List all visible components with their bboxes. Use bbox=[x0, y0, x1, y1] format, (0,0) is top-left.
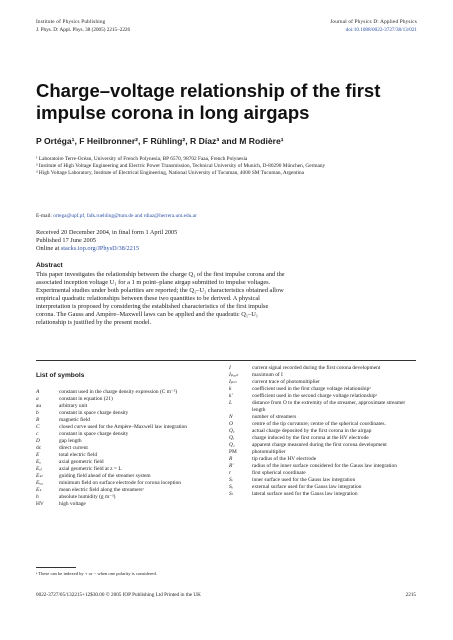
page-footer bbox=[36, 592, 416, 598]
symbol-row bbox=[229, 449, 419, 456]
symbol-term: A bbox=[36, 389, 40, 395]
symbol-term: D bbox=[36, 438, 40, 444]
symbol-term: E bbox=[36, 452, 40, 458]
symbol-definition: arbitrary unit bbox=[59, 403, 88, 409]
symbol-definition: tip radius of the HV electrode bbox=[252, 456, 317, 462]
symbol-definition: current signal recorded during the first corona development bbox=[252, 365, 381, 371]
symbol-term: R bbox=[229, 456, 233, 462]
symbol-definition: current trace of photomultiplier bbox=[252, 379, 320, 385]
symbol-term: b bbox=[36, 410, 39, 416]
symbol-row bbox=[36, 431, 216, 438]
symbol-row bbox=[229, 428, 419, 435]
symbol-row bbox=[36, 403, 216, 410]
symbol-definition: actual charge deposited by the first corona in the airgap bbox=[252, 428, 372, 434]
symbol-term: k′ bbox=[229, 393, 233, 399]
symbol-row bbox=[36, 396, 216, 403]
symbols-right-column bbox=[229, 365, 419, 498]
received-date: Received 20 December 2004, in final form 1 April 2005 bbox=[36, 229, 178, 236]
symbol-row bbox=[229, 400, 419, 414]
symbol-definition: axial geometric field bbox=[59, 459, 104, 465]
symbol-definition: coefficient used in the first charge voltage relationshipᵃ bbox=[252, 386, 371, 392]
symbol-definition: lateral surface used for the Gauss law integration bbox=[252, 491, 358, 497]
symbol-term: B bbox=[36, 417, 40, 423]
symbol-term: R′ bbox=[229, 463, 234, 469]
symbol-row bbox=[229, 386, 419, 393]
page-number: 2215 bbox=[405, 592, 416, 598]
symbol-definition: photomultiplier bbox=[252, 449, 286, 455]
symbol-definition: first spherical coordinate bbox=[252, 470, 306, 476]
symbol-definition: charge induced by the first corona at the HV electrode bbox=[252, 435, 369, 441]
symbol-term: Iₚₑₐₖ bbox=[229, 372, 239, 378]
symbol-definition: constant in equation (21) bbox=[59, 396, 113, 402]
symbol-term: Qₑ bbox=[229, 435, 235, 441]
symbol-term: N bbox=[229, 414, 233, 420]
paper-title: Charge–voltage relationship of the first impulse corona in long airgaps bbox=[36, 80, 381, 123]
symbol-row bbox=[36, 473, 216, 480]
affiliation-3: ³ High Voltage Laboratory, Institute of Electrical Engineering, National University of Tucuman, 4000 SM Tucuman, Argentina bbox=[36, 170, 304, 176]
symbol-row bbox=[36, 487, 216, 494]
symbol-definition: maximum of I bbox=[252, 372, 283, 378]
symbol-row bbox=[229, 393, 419, 400]
symbol-term: I bbox=[229, 365, 231, 371]
symbol-term: c bbox=[36, 431, 39, 437]
authors: P Ortéga¹, F Heilbronner², F Rühling², R Díaz³ and M Rodière¹ bbox=[36, 136, 284, 146]
section-divider bbox=[36, 360, 416, 361]
symbol-definition: direct current bbox=[59, 445, 88, 451]
symbol-term: Eₛₜ bbox=[36, 473, 43, 479]
symbol-term: dc bbox=[36, 445, 42, 451]
symbol-definition: apparent charge measured during the first corona development bbox=[252, 442, 387, 448]
symbols-left-column bbox=[36, 389, 216, 508]
symbols-heading: List of symbols bbox=[36, 372, 85, 379]
symbol-term: Sₑ bbox=[229, 484, 234, 490]
email-label: E-mail: bbox=[36, 213, 54, 219]
symbol-row bbox=[36, 466, 216, 473]
symbol-definition: distance from O to the extremity of the streamer, approximate streamer length bbox=[252, 400, 406, 413]
published-date: Published 17 June 2005 bbox=[36, 237, 96, 244]
dates bbox=[36, 229, 177, 253]
symbol-row bbox=[36, 494, 216, 501]
affiliations bbox=[36, 156, 336, 177]
symbol-term: L bbox=[229, 400, 232, 406]
symbol-row bbox=[229, 484, 419, 491]
symbol-row bbox=[229, 456, 419, 463]
symbol-row bbox=[229, 442, 419, 449]
symbol-row bbox=[36, 424, 216, 431]
symbol-definition: guiding field ahead of the streamer system bbox=[59, 473, 151, 479]
symbol-term: au bbox=[36, 403, 42, 409]
symbol-row bbox=[229, 372, 419, 379]
symbol-row bbox=[36, 480, 216, 487]
online-line bbox=[36, 245, 177, 253]
symbol-definition: total electric field bbox=[59, 452, 98, 458]
symbol-row bbox=[36, 417, 216, 424]
journal-header: Journal of Physics D: Applied Physics bbox=[330, 19, 417, 25]
symbol-row bbox=[36, 438, 216, 445]
symbol-definition: radius of the inner surface considered for the Gauss law integration bbox=[252, 463, 397, 469]
symbol-term: h bbox=[36, 494, 39, 500]
symbol-definition: axial geometric field at z = L bbox=[59, 466, 122, 472]
symbol-definition: gap length bbox=[59, 438, 82, 444]
symbol-term: O bbox=[229, 421, 233, 427]
footer-copyright: 0022-3727/05/132215+12$30.00 © 2005 IOP Publishing Ltd Printed in the UK bbox=[36, 592, 201, 598]
symbol-term: k bbox=[229, 386, 232, 392]
symbol-definition: minimum field on surface electrode for corona inception bbox=[59, 480, 181, 486]
symbol-definition: closed curve used for the Ampère–Maxwell law integration bbox=[59, 424, 187, 430]
symbol-row bbox=[36, 459, 216, 466]
symbol-term: PM bbox=[229, 449, 237, 455]
symbol-definition: constant used in the charge density expression (C m⁻²) bbox=[59, 389, 178, 395]
symbol-term: HV bbox=[36, 501, 44, 507]
affiliation-2: ² Institute of High Voltage Engineering and Electric Power Transmission, Technical University of Munich, D-80290 München, Germany bbox=[36, 163, 326, 169]
symbol-row bbox=[229, 463, 419, 470]
email-links[interactable]: ortega@upf.pf, falk.ruehling@tum.de and rdiaz@herrera.unt.edu.ar bbox=[53, 213, 197, 219]
symbol-term: C bbox=[36, 424, 40, 430]
symbol-definition: magnetic field bbox=[59, 417, 90, 423]
citation: J. Phys. D: Appl. Phys. 38 (2005) 2215–2226 bbox=[36, 27, 131, 33]
doi-link[interactable]: doi:10.1088/0022-3727/38/13/021 bbox=[345, 27, 417, 33]
symbol-term: Q꜀ bbox=[229, 428, 235, 434]
symbol-term: Eₛ bbox=[36, 487, 42, 493]
symbol-definition: constant in space charge density bbox=[59, 410, 129, 416]
symbol-row bbox=[36, 410, 216, 417]
abstract-text: This paper investigates the relationship between the charge Q₁ of the first impulse corona and the associated inception voltage U₁ for a 1 m point–plane airgap submitted to impulse voltages. Experimental studies under both polarities are reported; the Q₁–U₁ characteristics obtained allow empirical quadratic relationships between these two quantities to be derived. A physical interpretation is proposed by considering the established characteristics of the first impulse corona. The Gauss and Ampère–Maxwell laws can be applied and the quadratic Q₁–U₁ relationship is justified by the present model. bbox=[36, 271, 285, 326]
symbol-term: a bbox=[36, 396, 39, 402]
symbol-term: Eₐₗ bbox=[36, 466, 42, 472]
symbol-term: Eₐ bbox=[36, 459, 41, 465]
symbol-row bbox=[229, 414, 419, 421]
publisher-header: Institute of Physics Publishing bbox=[36, 19, 106, 25]
symbol-definition: centre of the tip curvature; centre of the spherical coordinates. bbox=[252, 421, 386, 427]
symbol-term: r bbox=[229, 470, 232, 476]
symbol-row bbox=[229, 379, 419, 386]
symbol-row bbox=[36, 389, 216, 396]
footnote: ᵃ These can be indexed by + or − when one polarity is considered. bbox=[36, 571, 157, 576]
symbol-row bbox=[229, 470, 419, 477]
symbol-definition: external surface used for the Gauss law integration bbox=[252, 484, 362, 490]
symbol-definition: high voltage bbox=[59, 501, 86, 507]
symbol-row bbox=[229, 435, 419, 442]
symbol-definition: number of streamers bbox=[252, 414, 297, 420]
symbol-definition: mean electric field along the streamersᵃ bbox=[59, 487, 144, 493]
online-label: Online at bbox=[36, 245, 61, 252]
email-line bbox=[36, 213, 197, 219]
symbol-term: Eᵢ,ₐ bbox=[36, 480, 44, 486]
symbol-row bbox=[36, 501, 216, 508]
affiliation-1: ¹ Laboratoire Terre-Océan, University of French Polynesia, BP 6570, 98702 Faaa, French Polynesia bbox=[36, 156, 248, 162]
symbol-term: Sₗ bbox=[229, 491, 233, 497]
symbol-definition: coefficient used in the second charge voltage relationshipᵃ bbox=[252, 393, 378, 399]
symbol-row bbox=[36, 445, 216, 452]
symbol-row bbox=[229, 365, 419, 372]
symbol-row bbox=[229, 477, 419, 484]
symbol-row bbox=[229, 421, 419, 428]
abstract-heading: Abstract bbox=[36, 262, 63, 269]
symbol-row bbox=[36, 452, 216, 459]
online-link[interactable]: stacks.iop.org/JPhysD/38/2215 bbox=[60, 245, 140, 252]
symbol-term: Iₚₘ bbox=[229, 379, 237, 385]
symbol-definition: constant in space charge density bbox=[59, 431, 129, 437]
footnote-divider bbox=[36, 567, 76, 568]
symbol-row bbox=[229, 491, 419, 498]
symbol-term: Sᵢ bbox=[229, 477, 233, 483]
symbol-definition: inner surface used for the Gauss law integration bbox=[252, 477, 356, 483]
symbol-definition: absolute humidity (g m⁻³) bbox=[59, 494, 116, 500]
symbol-term: Q₁ bbox=[229, 442, 235, 448]
